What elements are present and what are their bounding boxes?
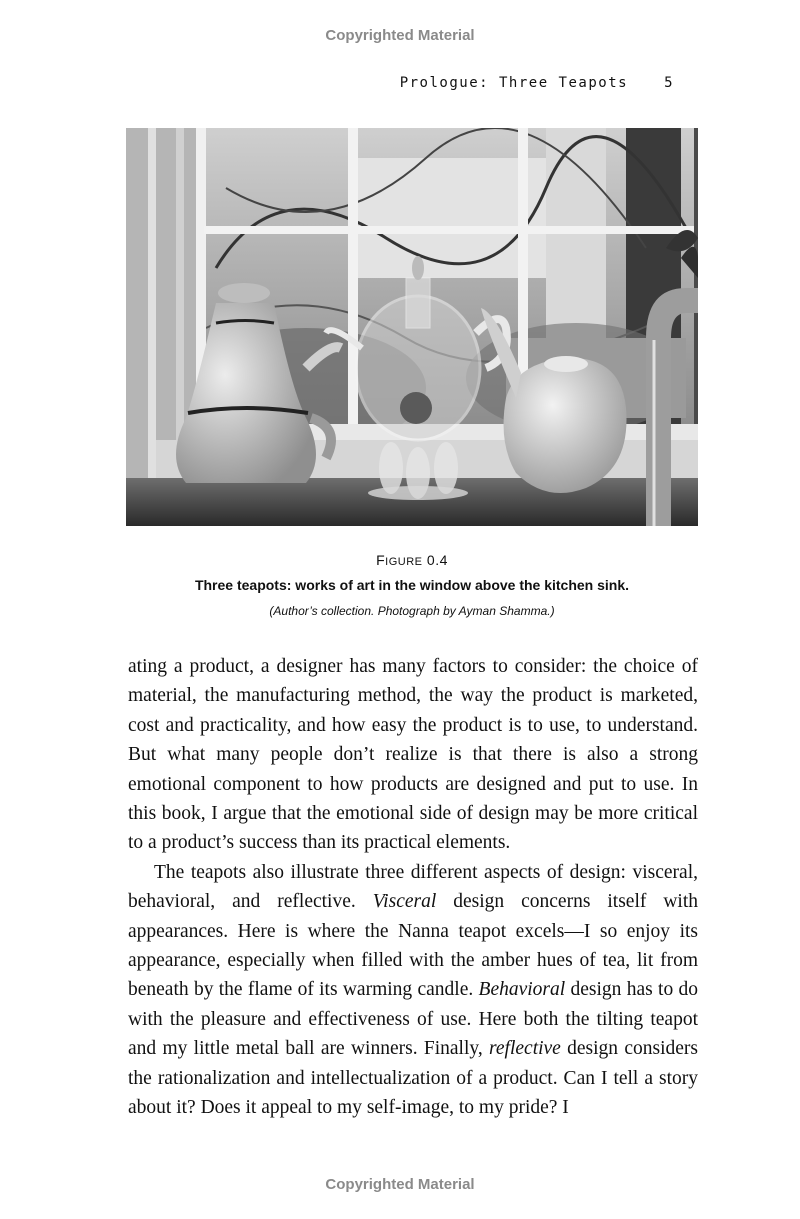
text-run: The teapots also illustrate three different aspects of design: visceral, behavioral, and reflective. (128, 861, 698, 913)
emphasis-visceral: Visceral (372, 891, 437, 913)
figure-label-smallcaps: IGURE (385, 556, 423, 568)
figure-caption-title: Three teapots: works of art in the window above the kitchen sink. (194, 577, 630, 593)
page-number: 5 (664, 75, 674, 91)
figure-label (126, 552, 698, 568)
figure-number: 0.4 (426, 552, 448, 568)
figure-credit: (Author’s collection. Photograph by Ayman Shamma.) (269, 604, 555, 618)
text-run: design concerns itself with appearances. Here is where the Nanna teapot excels—I so enjoy its appearance, especially when filled with the amber hues of tea, lit from beneath by the flame of its warming candle. (128, 891, 698, 1001)
emphasis-reflective: reflective (489, 1038, 561, 1060)
paragraph-1: ating a product, a designer has many factors to consider: the choice of material, the manufacturing method, the way the product is marketed, cost and practicality, and how easy the product is to use, to understand. But what many people don’t realize is that there is also a strong emotional component to how products are designed and put to use. In this book, I argue that the emotional side of design may be more critical to a product’s success than its practical elements. (128, 656, 698, 854)
text-run: design considers the rationalization and intellectualization of a product. Can I tell a story about it? Does it appeal to my self-image, to my pride? I (128, 1038, 698, 1119)
text-run: design has to do with the pleasure and effectiveness of use. Here both the tilting teapot and my little metal ball are winners. Finally, (128, 979, 698, 1060)
copyright-watermark-top: Copyrighted Material (325, 27, 475, 44)
figure-label-initial: F (376, 552, 386, 568)
running-head (400, 75, 674, 91)
chapter-title: Prologue: Three Teapots (399, 75, 629, 91)
paragraph-2 (128, 858, 698, 1123)
teapots-photograph (126, 128, 698, 526)
body-text (128, 652, 698, 1123)
emphasis-behavioral: Behavioral (478, 979, 566, 1001)
copyright-watermark-bottom: Copyrighted Material (325, 1176, 475, 1193)
